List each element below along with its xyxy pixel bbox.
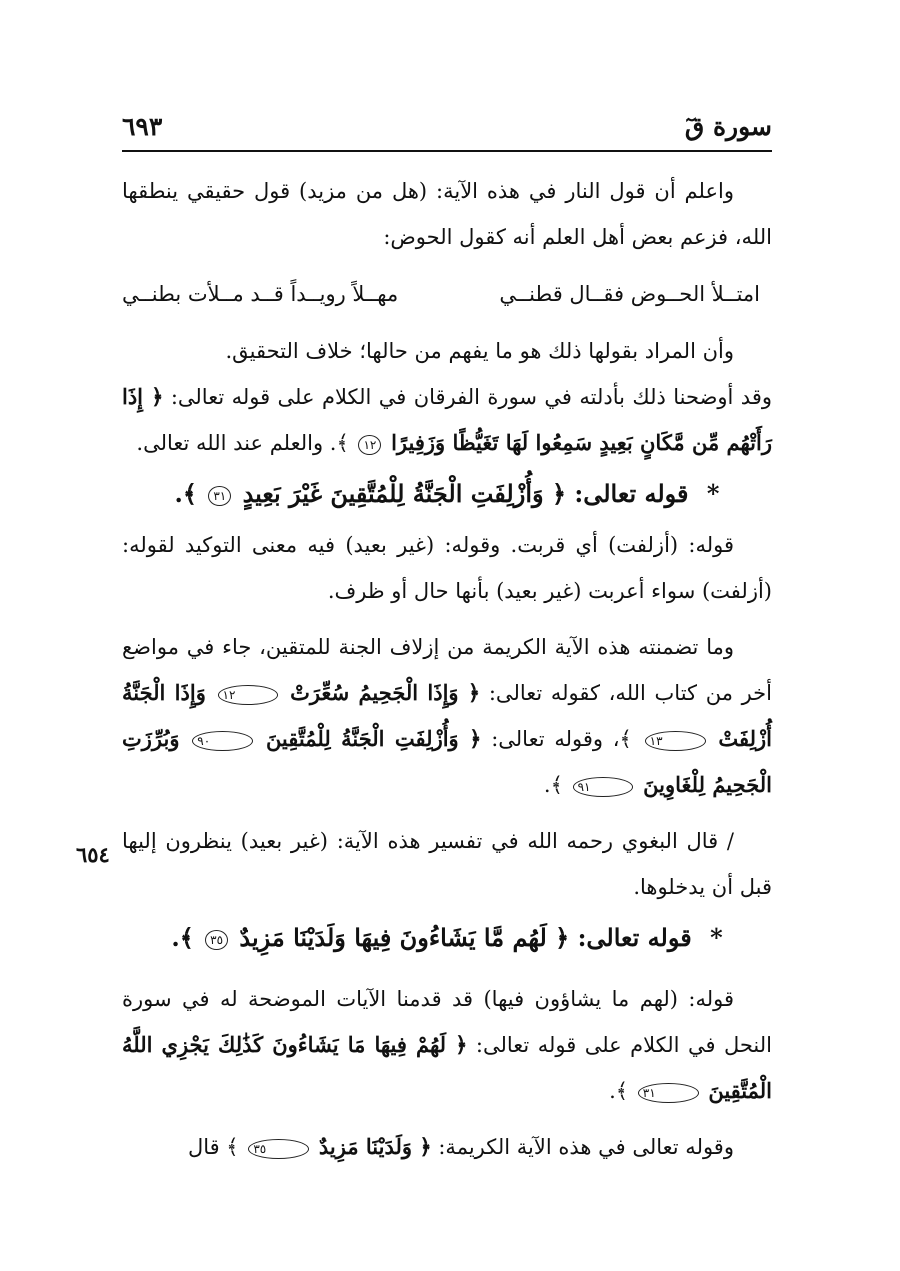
paragraph-7: قوله: (لهم ما يشاؤون فيها) قد قدمنا الآيات الموضحة له في سورة النحل في الكلام على قوله تعالى: ﴿ لَهُمْ فِيهَا مَا يَشَاءُونَ كَذَٰلِكَ يَجْزِي اللَّهُ الْمُتَّقِينَ ٣١ ﴾. [122, 987, 772, 1103]
paragraph-4: قوله: (أزلفت) أي قربت. وقوله: (غير بعيد) فيه معنى التوكيد لقوله: (أزلفت) سواء أعربت (غير بعيد) بأنها حال أو ظرف. [122, 533, 772, 603]
heading-label: قوله تعالى: [574, 479, 689, 508]
quran-quote: ﴿ إِذَا رَأَتْهُم مِّن مَّكَانٍ بَعِيدٍ سَمِعُوا لَهَا تَغَيُّظًا وَزَفِيرًا [122, 384, 772, 455]
verse-number: ١٣ [645, 731, 706, 751]
surah-name: سورة قٓ [684, 112, 772, 141]
poetry-first-hemistich: امتــلأ الحــوض فقــال قطنــي [499, 282, 760, 306]
quran-quote: ﴿ لَهُم مَّا يَشَاءُونَ فِيهَا وَلَدَيْنَا مَزِيدٌ [239, 923, 570, 952]
verse-number: ١٢ [218, 685, 279, 705]
quran-quote: وَبُرِّزَتِ الْجَحِيمُ لِلْغَاوِينَ [122, 726, 772, 797]
quran-quote: ﴿ وَلَدَيْنَا مَزِيدٌ [318, 1134, 432, 1159]
verse-number: ٣٥ [248, 1139, 309, 1159]
star-icon: * [706, 479, 720, 508]
star-icon: * [710, 923, 723, 952]
margin-page-reference: ٦٥٤ [76, 842, 110, 867]
paragraph-2: وأن المراد بقولها ذلك هو ما يفهم من حالها؛ خلاف التحقيق. [225, 339, 734, 363]
quran-quote: ﴿ وَأُزْلِفَتِ الْجَنَّةُ لِلْمُتَّقِينَ غَيْرَ بَعِيدٍ [242, 479, 567, 508]
verse-number: ٣١ [638, 1083, 699, 1103]
verse-number: ٩٠ [192, 731, 253, 751]
page-number: ٦٩٣ [122, 112, 163, 141]
quran-quote: ﴿ لَهُمْ فِيهَا مَا يَشَاءُونَ كَذَٰلِكَ يَجْزِي اللَّهُ الْمُتَّقِينَ [122, 1032, 772, 1103]
heading-label: قوله تعالى: [577, 923, 692, 952]
paragraph-5: وما تضمنته هذه الآية الكريمة من إزلاف الجنة للمتقين، جاء في مواضع أخر من كتاب الله، كقوله تعالى: ﴿ وَإِذَا الْجَحِيمُ سُعِّرَتْ ١٢ وَإِذَا الْجَنَّةُ أُزْلِفَتْ ١٣ ﴾، وقوله تعالى: ﴿ وَأُزْلِفَتِ الْجَنَّةُ لِلْمُتَّقِينَ ٩٠ وَبُرِّزَتِ الْجَحِيمُ لِلْغَاوِينَ ٩١ ﴾. [122, 635, 773, 797]
paragraph-3: وقد أوضحنا ذلك بأدلته في سورة الفرقان في الكلام على قوله تعالى: ﴿ إِذَا رَأَتْهُم مِّن مَّكَانٍ بَعِيدٍ سَمِعُوا لَهَا تَغَيُّظًا وَزَفِيرًا ١٢ ﴾. والعلم عند الله تعالى. [122, 384, 772, 455]
quran-quote: وَإِذَا الْجَنَّةُ أُزْلِفَتْ [122, 680, 772, 751]
verse-number: ٣١ [208, 486, 231, 506]
poetry-second-hemistich: مهــلاً رويــداً قــد مــلأت بطنــي [122, 282, 399, 306]
paragraph-6: / قال البغوي رحمه الله في تفسير هذه الآية: (غير بعيد) ينظرون إليها قبل أن يدخلوها. [122, 829, 772, 899]
paragraph-8: وقوله تعالى في هذه الآية الكريمة: ﴿ وَلَدَيْنَا مَزِيدٌ ٣٥ ﴾ قال [187, 1134, 734, 1159]
verse-number: ٩١ [573, 777, 634, 797]
quran-quote: ﴿ وَإِذَا الْجَحِيمُ سُعِّرَتْ [290, 680, 481, 705]
quran-quote: ﴿ وَأُزْلِفَتِ الْجَنَّةُ لِلْمُتَّقِينَ [265, 726, 482, 751]
paragraph-1: واعلم أن قول النار في هذه الآية: (هل من مزيد) قول حقيقي ينطقها الله، فزعم بعض أهل العلم أنه كقول الحوض: [122, 179, 772, 249]
poetry-verse [122, 270, 772, 318]
section-heading-1: * قوله تعالى: ﴿ وَأُزْلِفَتِ الْجَنَّةُ لِلْمُتَّقِينَ غَيْرَ بَعِيدٍ ٣١ ﴾. [174, 479, 720, 508]
verse-number: ١٢ [358, 435, 381, 455]
verse-number: ٣٥ [205, 930, 228, 950]
page-body [122, 168, 772, 1170]
header-divider [122, 150, 772, 152]
section-heading-2: * قوله تعالى: ﴿ لَهُم مَّا يَشَاءُونَ فِيهَا وَلَدَيْنَا مَزِيدٌ ٣٥ ﴾. [171, 923, 723, 952]
